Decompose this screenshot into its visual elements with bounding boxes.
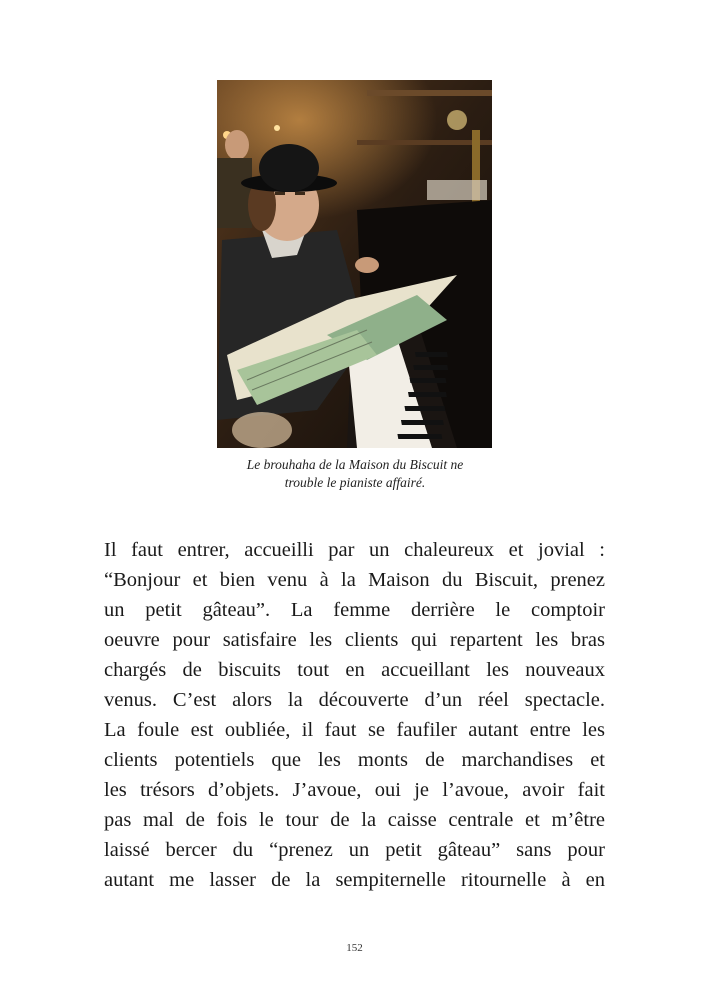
text-line: “Bonjour et bien venu à la Maison du Biscuit, prenez bbox=[104, 569, 605, 591]
text-line: Il faut entrer, accueilli par un chaleureux et jovial : bbox=[104, 539, 605, 561]
pianist-mannequin-photo bbox=[217, 80, 492, 448]
page-number: 152 bbox=[346, 942, 363, 954]
text-line: oeuvre pour satisfaire les clients qui repartent les bras bbox=[104, 629, 605, 651]
text-line: un petit gâteau”. La femme derrière le comptoir bbox=[104, 599, 605, 621]
caption-line: Le brouhaha de la Maison du Biscuit ne bbox=[246, 457, 464, 472]
figure-caption bbox=[180, 456, 530, 492]
caption-line: trouble le pianiste affairé. bbox=[284, 475, 426, 490]
text-line: venus. C’est alors la découverte d’un réel spectacle. bbox=[104, 689, 605, 711]
figure-photo bbox=[217, 80, 492, 448]
text-line: La foule est oubliée, il faut se faufiler autant entre les bbox=[104, 719, 605, 741]
text-line: autant me lasser de la sempiternelle ritournelle à en bbox=[104, 869, 605, 891]
text-line: les trésors d’objets. J’avoue, oui je l’avoue, avoir fait bbox=[104, 779, 605, 801]
body-paragraph bbox=[104, 535, 605, 895]
text-line: clients potentiels que les monts de marchandises et bbox=[104, 749, 605, 771]
text-line: laissé bercer du “prenez un petit gâteau” sans pour bbox=[104, 839, 605, 861]
text-line: pas mal de fois le tour de la caisse centrale et m’être bbox=[104, 809, 605, 831]
text-line: chargés de biscuits tout en accueillant les nouveaux bbox=[104, 659, 605, 681]
